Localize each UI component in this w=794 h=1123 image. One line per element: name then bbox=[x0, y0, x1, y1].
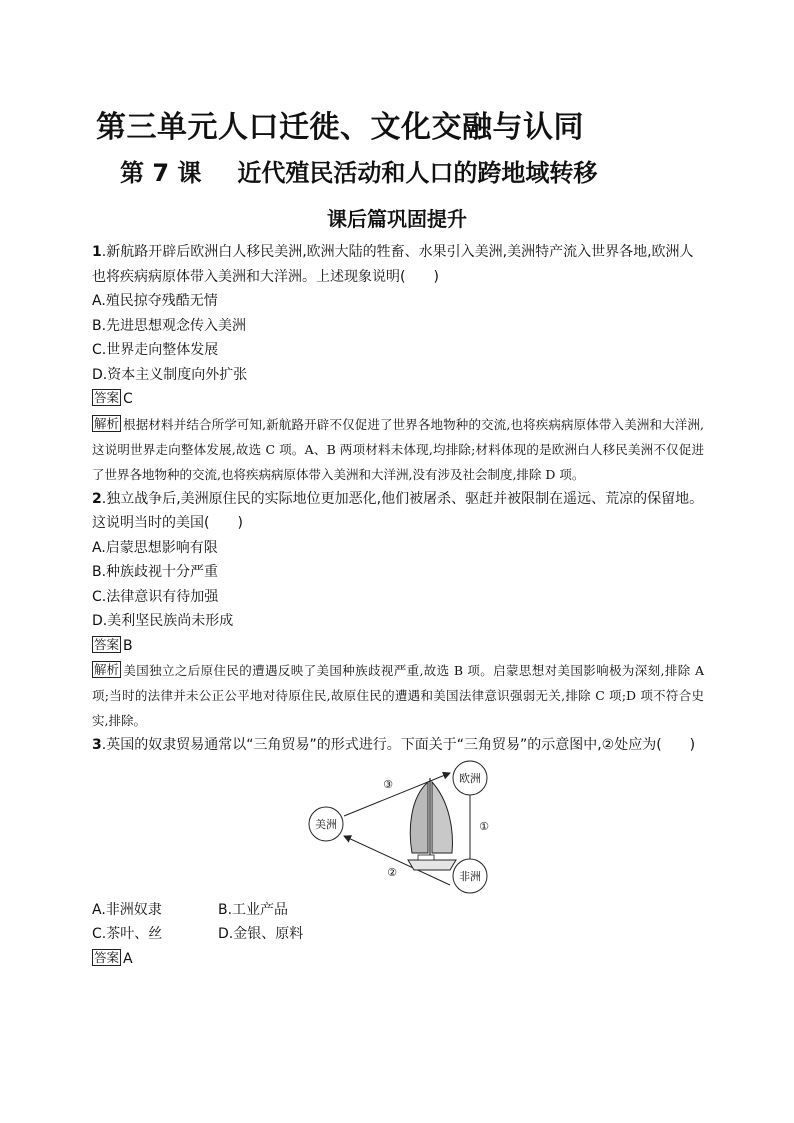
section-title: 课后篇巩固提升 bbox=[327, 207, 467, 231]
analysis-text: 美国独立之后原住民的遭遇反映了美国种族歧视严重,故选 B 项。启蒙思想对美国影响极为深刻,排除 A 项;当时的法律并未公正公平地对待原住民,故原住民的遭遇和美国法律意识强弱无关,排除 C 项;D 项不符合史实,排除。 bbox=[92, 663, 704, 728]
node-africa: 非洲 bbox=[459, 869, 481, 883]
option-a: A.非洲奴隶 bbox=[92, 901, 162, 918]
route-label-2: ② bbox=[387, 865, 397, 879]
analysis-tag: 解析 bbox=[94, 415, 120, 431]
lesson-name: 近代殖民活动和人口的跨地域转移 bbox=[237, 159, 598, 187]
answer-tag: 答案 bbox=[94, 949, 120, 965]
lesson-title bbox=[120, 153, 597, 188]
option-c: C.茶叶、丝 bbox=[92, 926, 163, 942]
unit-title: 第三单元人口迁徙、文化交融与认同 bbox=[96, 110, 584, 145]
answer-tag: 答案 bbox=[94, 390, 120, 405]
answer-line bbox=[92, 387, 704, 412]
question-list bbox=[92, 240, 704, 971]
option-row-2 bbox=[92, 922, 704, 947]
triangle-trade-diagram bbox=[92, 758, 704, 898]
question-stem: 3.英国的奴隶贸易通常以“三角贸易”的形式进行。下面关于“三角贸易”的示意图中,②处应为( ) bbox=[92, 737, 696, 753]
answer-value: B bbox=[123, 637, 133, 654]
question-3 bbox=[92, 733, 704, 971]
question-1 bbox=[92, 240, 704, 487]
answer-line bbox=[92, 947, 704, 972]
answer-value: A bbox=[123, 950, 133, 967]
analysis-block bbox=[92, 412, 704, 487]
option-row-1 bbox=[92, 898, 704, 923]
option-c: C.世界走向整体发展 bbox=[92, 342, 219, 358]
answer-line bbox=[92, 634, 704, 659]
question-2 bbox=[92, 487, 704, 734]
option-d: D.金银、原料 bbox=[218, 926, 304, 942]
sailing-ship-icon bbox=[408, 778, 456, 870]
option-d: D.美利坚民族尚未形成 bbox=[92, 613, 234, 629]
option-c: C.法律意识有待加强 bbox=[92, 588, 219, 605]
option-a: A.殖民掠夺残酷无情 bbox=[92, 293, 218, 309]
option-a: A.启蒙思想影响有限 bbox=[92, 539, 218, 556]
analysis-block bbox=[92, 658, 704, 733]
answer-tag: 答案 bbox=[94, 636, 120, 652]
node-america: 美洲 bbox=[315, 817, 337, 831]
question-stem: 1.新航路开辟后欧洲白人移民美洲,欧洲大陆的牲畜、水果引入美洲,美洲特产流入世界各地,欧洲人也将疾病病原体带入美洲和大洋洲。上述现象说明( ) bbox=[92, 244, 694, 285]
option-b: B.工业产品 bbox=[218, 901, 289, 918]
question-stem: 2.独立战争后,美洲原住民的实际地位更加恶化,他们被屠杀、驱赶并被限制在遥远、荒凉的保留地。这说明当时的美国( ) bbox=[92, 490, 704, 531]
option-d: D.资本主义制度向外扩张 bbox=[92, 366, 248, 383]
option-b: B.先进思想观念传入美洲 bbox=[92, 317, 247, 334]
answer-value: C bbox=[123, 391, 133, 407]
analysis-text: 根据材料并结合所学可知,新航路开辟不仅促进了世界各地物种的交流,也将疾病病原体带入美洲和大洋洲,这说明世界走向整体发展,故选 C 项。A、B 两项材料未体现,均排除;材料体现的是欧洲白人移民美洲不仅促进了世界各地物种的交流,也将疾病病原体带入美洲和大洋洲,没有涉及社会制度,排除 D 项。 bbox=[92, 416, 704, 482]
route-label-3: ③ bbox=[383, 777, 393, 791]
option-b: B.种族歧视十分严重 bbox=[92, 564, 219, 580]
route-label-1: ① bbox=[479, 819, 489, 833]
node-europe: 欧洲 bbox=[459, 771, 481, 785]
lesson-number: 第 7 课 bbox=[120, 159, 202, 187]
analysis-tag: 解析 bbox=[94, 662, 120, 677]
